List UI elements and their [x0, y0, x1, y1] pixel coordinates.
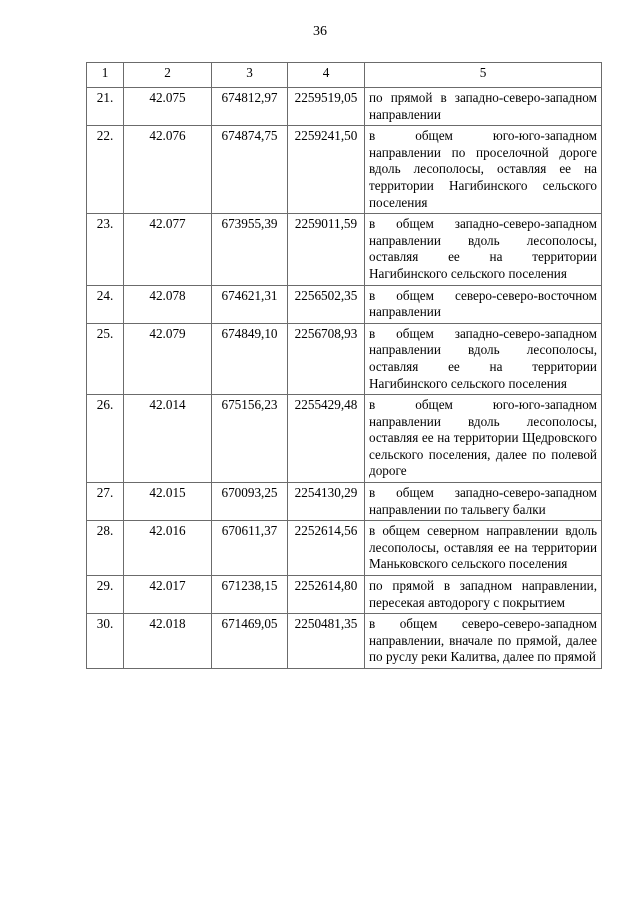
column-header-2: 2	[124, 63, 212, 88]
point-code: 42.075	[124, 88, 212, 126]
point-code: 42.015	[124, 483, 212, 521]
point-code: 42.016	[124, 521, 212, 576]
point-code: 42.076	[124, 126, 212, 214]
table-row	[87, 126, 602, 214]
boundary-description: в общем северо-северо-восточном направлении	[365, 285, 602, 323]
point-code: 42.077	[124, 214, 212, 285]
table-row	[87, 214, 602, 285]
row-number: 27.	[87, 483, 124, 521]
coordinate-x: 675156,23	[212, 395, 288, 483]
table-row	[87, 576, 602, 614]
point-code: 42.079	[124, 323, 212, 394]
coordinate-y: 2252614,80	[288, 576, 365, 614]
table-row	[87, 285, 602, 323]
boundary-description: в общем западно-северо-западном направлении по тальвегу балки	[365, 483, 602, 521]
point-code: 42.017	[124, 576, 212, 614]
column-header-5: 5	[365, 63, 602, 88]
coordinate-x: 671238,15	[212, 576, 288, 614]
table-row	[87, 483, 602, 521]
coordinate-x: 670093,25	[212, 483, 288, 521]
table-row	[87, 323, 602, 394]
row-number: 21.	[87, 88, 124, 126]
boundary-description: в общем западно-северо-западном направлении вдоль лесополосы, оставляя ее на территории Нагибинского сельского поселения	[365, 323, 602, 394]
coordinate-y: 2256708,93	[288, 323, 365, 394]
row-number: 29.	[87, 576, 124, 614]
coordinate-y: 2259241,50	[288, 126, 365, 214]
coordinate-y: 2259011,59	[288, 214, 365, 285]
header-row	[87, 63, 602, 88]
boundary-table	[86, 62, 602, 669]
table-row	[87, 521, 602, 576]
row-number: 22.	[87, 126, 124, 214]
boundary-description: по прямой в западном направлении, пересекая автодорогу с покрытием	[365, 576, 602, 614]
point-code: 42.014	[124, 395, 212, 483]
table-row	[87, 88, 602, 126]
boundary-description: по прямой в западно-северо-западном направлении	[365, 88, 602, 126]
table-row	[87, 614, 602, 669]
row-number: 30.	[87, 614, 124, 669]
column-header-1: 1	[87, 63, 124, 88]
coordinate-y: 2256502,35	[288, 285, 365, 323]
row-number: 28.	[87, 521, 124, 576]
coordinate-y: 2259519,05	[288, 88, 365, 126]
row-number: 25.	[87, 323, 124, 394]
coordinate-y: 2250481,35	[288, 614, 365, 669]
coordinate-x: 674849,10	[212, 323, 288, 394]
coordinate-x: 674874,75	[212, 126, 288, 214]
boundary-description: в общем северо-северо-западном направлении, вначале по прямой, далее по руслу реки Калитва, далее по прямой	[365, 614, 602, 669]
boundary-description: в общем северном направлении вдоль лесополосы, оставляя ее на территории Маньковского сельского поселения	[365, 521, 602, 576]
table-row	[87, 395, 602, 483]
coordinate-y: 2254130,29	[288, 483, 365, 521]
row-number: 26.	[87, 395, 124, 483]
coordinate-x: 671469,05	[212, 614, 288, 669]
boundary-description: в общем юго-юго-западном направлении вдоль лесополосы, оставляя ее на территории Щедровского сельского поселения, далее по полевой дороге	[365, 395, 602, 483]
coordinate-y: 2252614,56	[288, 521, 365, 576]
row-number: 24.	[87, 285, 124, 323]
column-header-4: 4	[288, 63, 365, 88]
boundary-description: в общем западно-северо-западном направлении вдоль лесополосы, оставляя ее на территории Нагибинского сельского поселения	[365, 214, 602, 285]
coordinate-x: 670611,37	[212, 521, 288, 576]
coordinate-y: 2255429,48	[288, 395, 365, 483]
column-header-3: 3	[212, 63, 288, 88]
page-number: 36	[313, 24, 327, 39]
point-code: 42.078	[124, 285, 212, 323]
coordinate-x: 674812,97	[212, 88, 288, 126]
boundary-description: в общем юго-юго-западном направлении по проселочной дороге вдоль лесополосы, оставляя ее на территории Нагибинского сельского поселения	[365, 126, 602, 214]
coordinate-x: 674621,31	[212, 285, 288, 323]
point-code: 42.018	[124, 614, 212, 669]
coordinate-x: 673955,39	[212, 214, 288, 285]
row-number: 23.	[87, 214, 124, 285]
